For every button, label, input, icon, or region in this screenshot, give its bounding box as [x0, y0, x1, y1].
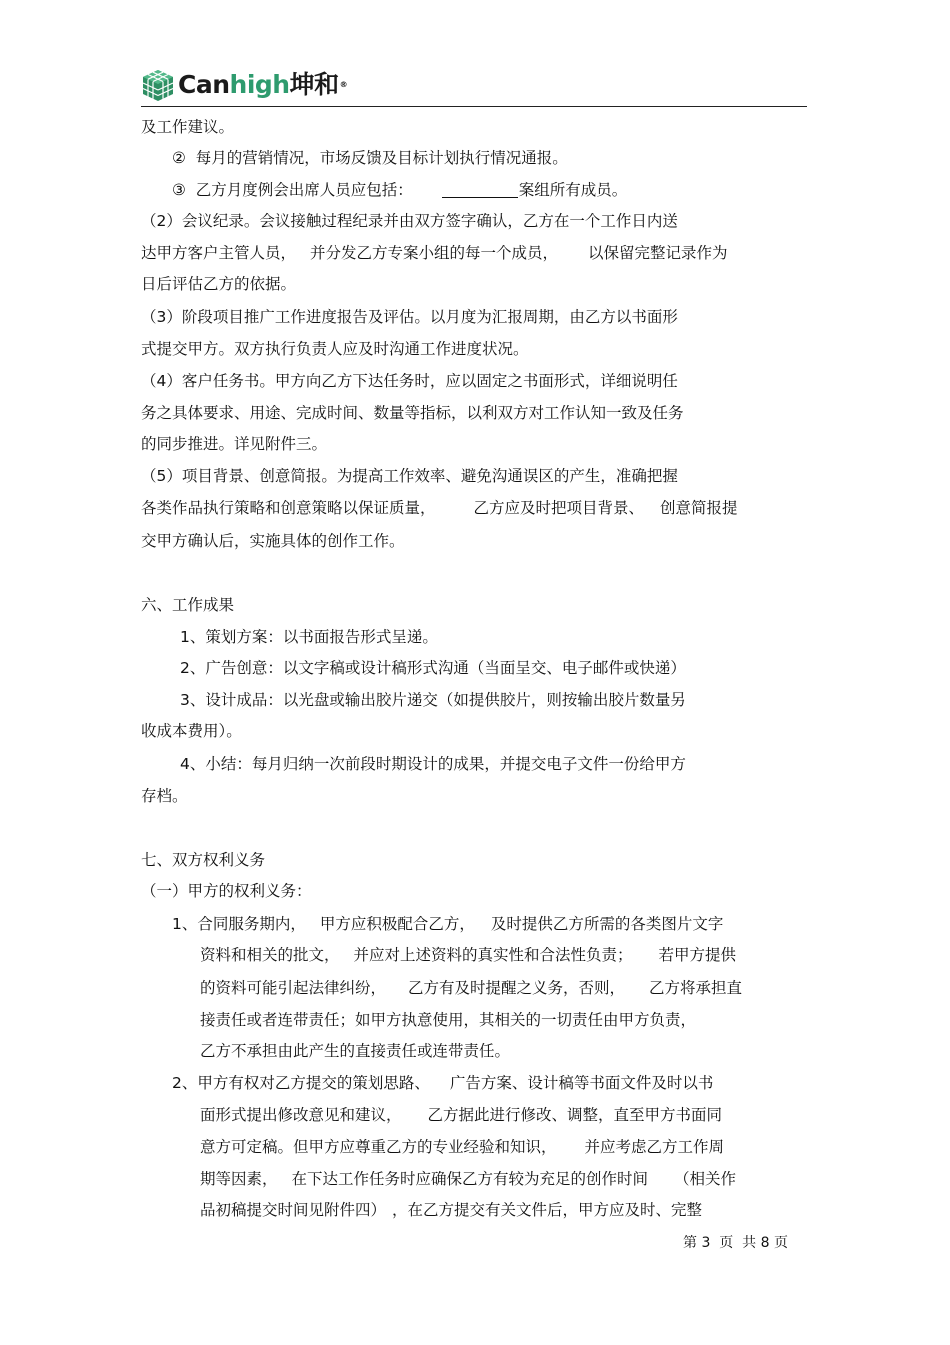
text-line: 式提交甲方。双方执行负责人应及时沟通工作进度状况。 — [141, 340, 529, 358]
logo-text: Canhigh坤和® — [178, 70, 348, 99]
text-line: 期等因素， 在下达工作任务时应确保乙方有较为充足的创作时间 （相关作 — [200, 1170, 737, 1188]
text-line: 各类作品执行策略和创意策略以保证质量， 乙方应及时把项目背景、 创意简报提 — [141, 499, 738, 517]
text-line: ② 每月的营销情况，市场反馈及目标计划执行情况通报。 — [172, 149, 568, 167]
text-line: 的资料可能引起法律纠纷， 乙方有及时提醒之义务，否则， 乙方将承担直 — [200, 979, 743, 997]
text-line: 资料和相关的批文， 并应对上述资料的真实性和合法性负责； 若甲方提供 — [200, 946, 737, 964]
text-line: 达甲方客户主管人员， 并分发乙方专案小组的每一个成员， 以保留完整记录作为 — [141, 244, 728, 262]
text-line: 意方可定稿。但甲方应尊重乙方的专业经验和知识， 并应考虑乙方工作周 — [200, 1138, 725, 1156]
text-line: 存档。 — [141, 787, 188, 805]
text-line: 3、设计成品：以光盘或输出胶片递交（如提供胶片，则按输出胶片数量另 — [180, 691, 686, 709]
text-line: 2、甲方有权对乙方提交的策划思路、 广告方案、设计稿等书面文件及时以书 — [172, 1074, 714, 1092]
section-heading: 六、工作成果 — [141, 596, 235, 614]
text-line: 的同步推进。详见附件三。 — [141, 435, 328, 453]
page-header — [141, 66, 807, 107]
text-line: 1、合同服务期内， 甲方应积极配合乙方， 及时提供乙方所需的各类图片文字 — [172, 915, 724, 933]
text-line: 日后评估乙方的依据。 — [141, 275, 297, 293]
text-line: 乙方不承担由此产生的直接责任或连带责任。 — [200, 1042, 511, 1060]
page-number: 第 3 页 共 8 页 — [683, 1235, 788, 1251]
text-line: （2）会议纪录。会议接触过程纪录并由双方签字确认，乙方在一个工作日内送 — [141, 212, 678, 230]
text-line: 务之具体要求、用途、完成时间、数量等指标，以利双方对工作认知一致及任务 — [141, 404, 684, 422]
text-line: （4）客户任务书。甲方向乙方下达任务时，应以固定之书面形式，详细说明任 — [141, 372, 678, 390]
text-line: 及工作建议。 — [141, 118, 235, 136]
text-line: 交甲方确认后，实施具体的创作工作。 — [141, 532, 405, 550]
text-line: 收成本费用）。 — [141, 722, 242, 740]
text-line: 面形式提出修改意见和建议， 乙方据此进行修改、调整，直至甲方书面同 — [200, 1106, 723, 1124]
text-line: 1、策划方案：以书面报告形式呈递。 — [180, 628, 438, 646]
text-line: （5）项目背景、创意简报。为提高工作效率、避免沟通误区的产生，准确把握 — [141, 467, 678, 485]
subsection-heading: （一）甲方的权利义务： — [141, 882, 312, 900]
text-line: 接责任或者连带责任；如甲方执意使用，其相关的一切责任由甲方负责， — [200, 1011, 697, 1029]
text-line: （3）阶段项目推广工作进度报告及评估。以月度为汇报周期，由乙方以书面形 — [141, 308, 678, 326]
text-line: 品初稿提交时间见附件四） ，在乙方提交有关文件后，甲方应及时、完整 — [200, 1201, 703, 1219]
text-line: 2、广告创意：以文字稿或设计稿形式沟通（当面呈交、电子邮件或快递） — [180, 659, 686, 677]
text-line: 4、小结：每月归纳一次前段时期设计的成果，并提交电子文件一份给甲方 — [180, 755, 686, 773]
section-heading: 七、双方权利义务 — [141, 851, 266, 869]
attendee-blank — [442, 181, 518, 198]
text-line: ③ 乙方月度例会出席人员应包括： 案组所有成员。 — [172, 181, 628, 199]
cube-logo-icon — [141, 68, 175, 102]
canhigh-logo — [141, 68, 347, 102]
